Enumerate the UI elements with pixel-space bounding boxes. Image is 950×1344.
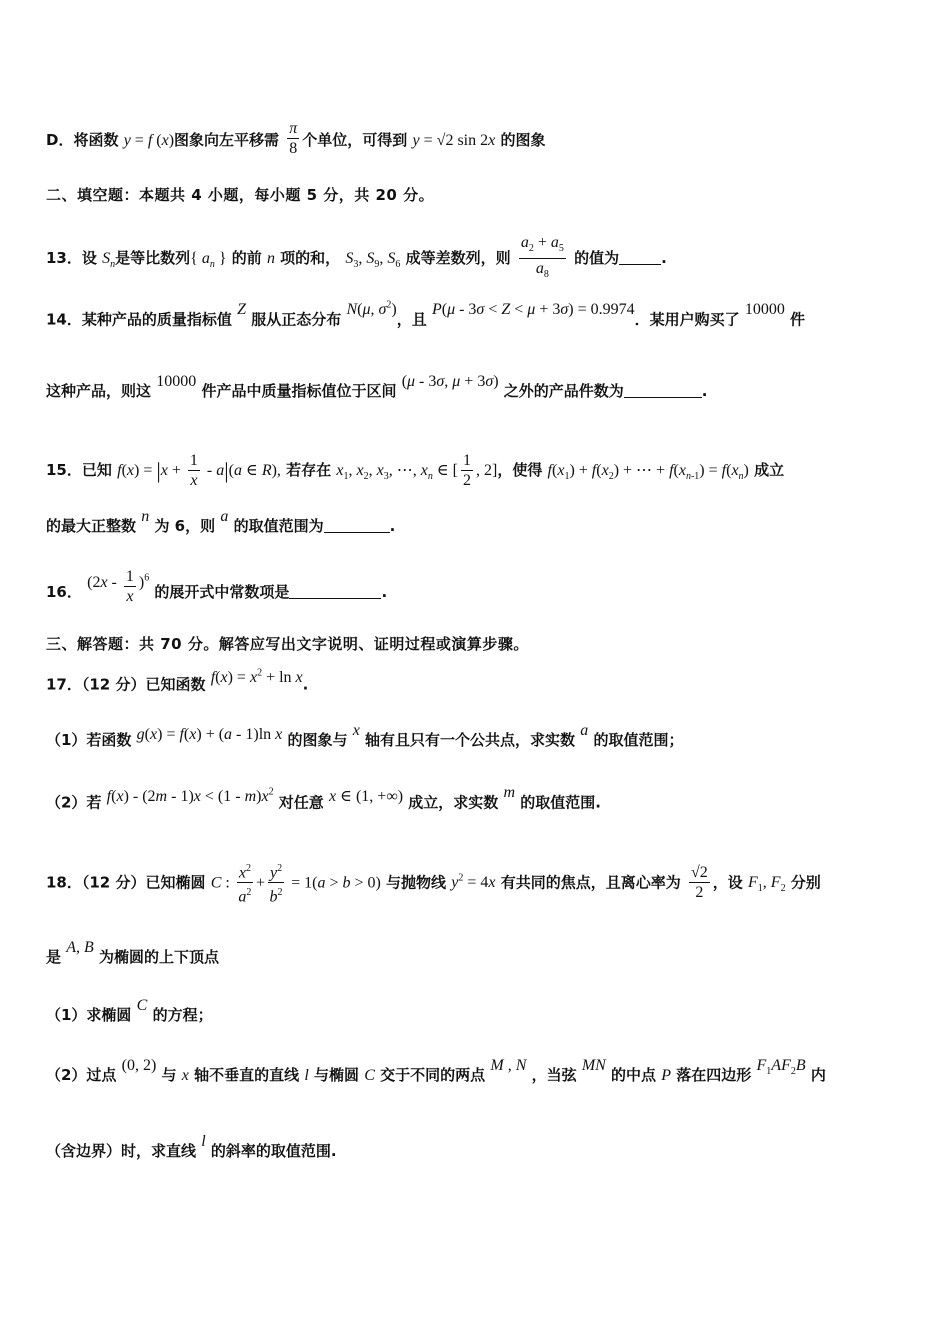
question-14: 14．某种产品的质量指标值 Z 服从正态分布 N(μ, $\sigma^2$)，且 P(μ - 3σ < Z < μ + 3σ) = 0.9974．某用户购买了 10000 件 [46,300,806,329]
question-14-cont: 这种产品，则这 10000 件产品中质量指标值位于区间 (μ - 3σ, μ + 3σ) 之外的产品件数为 . [46,373,708,400]
question-18-part-1: （1）求椭圆 C 的方程； [46,997,213,1024]
section-3-heading: 三、解答题：共 70 分。解答应写出文字说明、证明过程或演算步骤。 [46,635,529,653]
question-18-part-2-cont: （含边界）时，求直线 l 的斜率的取值范围. [46,1133,337,1160]
question-16: 16． (2x - $\frac{1}{x}$ )$^6$ 的展开式中常数项是 . [46,568,388,605]
question-13: 13．设 $S_n$是等比数列{ $a_n$ } 的前 n 项的和， $S_3$, $S_9$, $S_6$ 成等差数列，则 $\frac{a_2 + a_5}{a_8}$ 的值为 . [46,234,667,281]
question-18: 18．（12 分）已知椭圆 C : $\frac{x^2}{a^2}$ + $\frac{y^2}{b^2}$ = 1(a > b > 0) 与抛物线 $y^2 = 4x$ 有共同的焦点，且离心率为 $\frac{√2}{2}$ ，设 $F_1$, $F_2$ 分别 [46,860,906,906]
question-17: 17．（12 分）已知函数 $f(x) = x^2 + \ln x$. [46,668,309,694]
question-17-part-1: （1）若函数 g(x) = f(x) + (a - 1)ln x 的图象与 x 轴有且只有一个公共点，求实数 a 的取值范围； [46,722,684,749]
question-18-cont: 是 A, B 为椭圆的上下顶点 [46,939,220,966]
question-18-part-2: （2）过点 (0, 2) 与 x 轴不垂直的直线 l 与椭圆 C 交于不同的两点 M , N ，当弦 MN 的中点 P 落在四边形 $F_1AF_2B$ 内 [46,1057,826,1084]
question-15-cont: 的最大正整数 n 为 6，则 a 的取值范围为 . [46,508,396,535]
section-2-heading: 二、填空题：本题共 4 小题，每小题 5 分，共 20 分。 [46,186,435,204]
question-17-part-2: （2）若 $f(x) - (2m - 1)x < (1 - m)x^2$ 对任意 x ∈ (1, +∞) 成立，求实数 m 的取值范围. [46,784,601,812]
question-15: 15．已知 f(x) = |x + $\frac{1}{x}$ - a|(a ∈ R), 若存在 $x_1$, $x_2$, $x_3$, ⋯, $x_n$ ∈ [ $\frac{1}{2}$ , 2]，使得 $f(x_1) + f(x_2)$ + ⋯ + $f(x_{n-1}) = f(x_n)$ 成立 [46,452,785,489]
option-d: D．将函数 y = f (x)图象向左平移需 $\frac{\pi}{8}$ 个单位，可得到 y = √2 sin 2x 的图象 [46,120,546,157]
